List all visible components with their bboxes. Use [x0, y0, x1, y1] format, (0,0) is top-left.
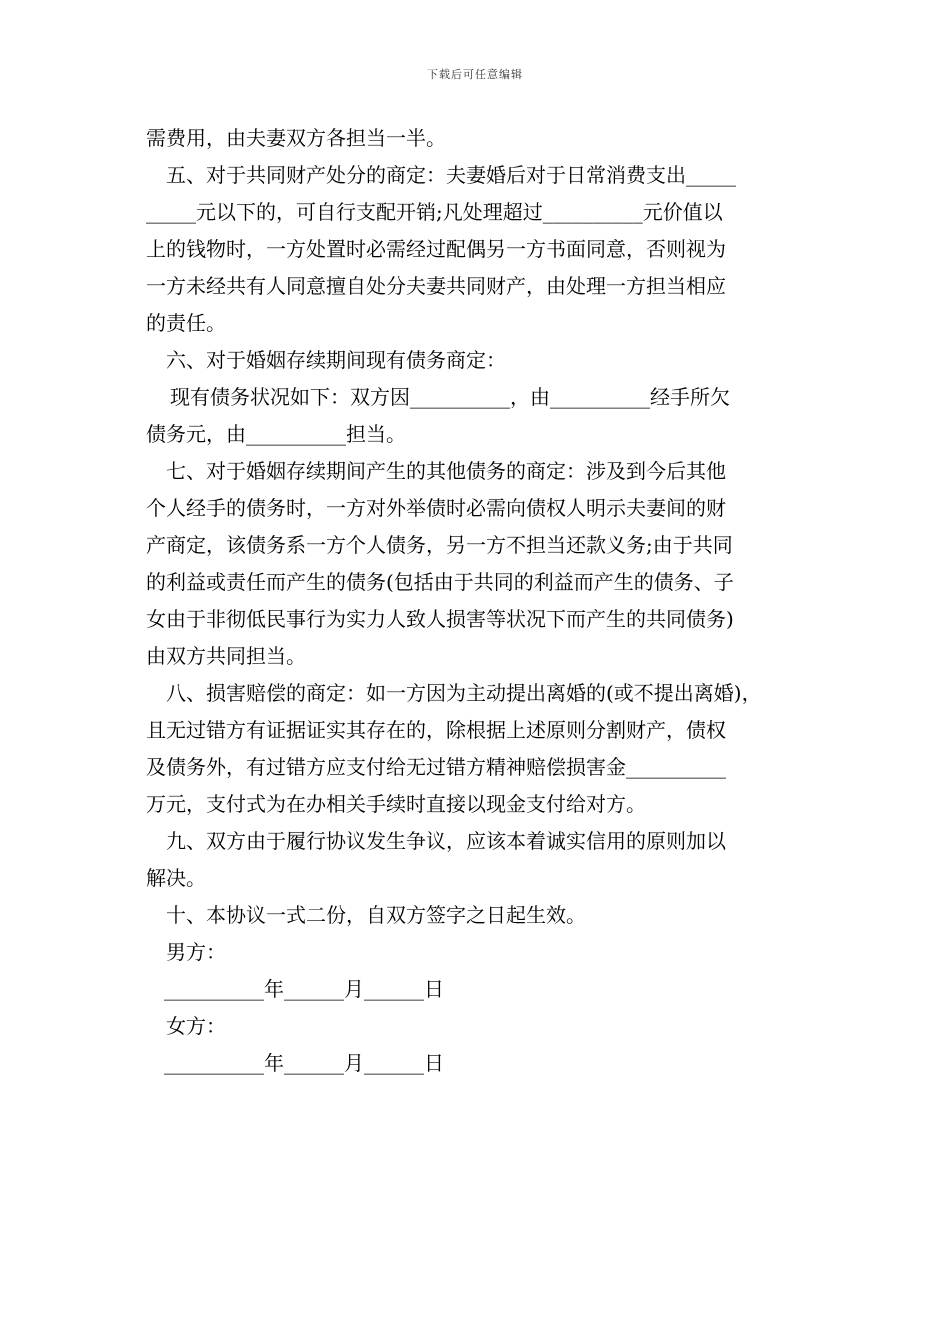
text-line: 个人经手的债务时，一方对外举债时必需向债权人明示夫妻间的财	[146, 496, 726, 520]
page-header: 下载后可任意编辑	[427, 68, 523, 81]
text-line: 需费用，由夫妻双方各担当一半。	[146, 126, 446, 150]
text-line: 且无过错方有证据证实其存在的，除根据上述原则分割财产，债权	[146, 718, 726, 742]
text-line: 由双方共同担当。	[146, 644, 306, 668]
wife-date-line: __________年______月______日	[164, 1051, 444, 1075]
text-line: 上的钱物时，一方处置时必需经过配偶另一方书面同意，否则视为	[146, 237, 726, 261]
clause-5: 五、对于共同财产处分的商定：夫妻婚后对于日常消费支出_____	[166, 163, 736, 187]
clause-7: 七、对于婚姻存续期间产生的其他债务的商定：涉及到今后其他	[166, 459, 726, 483]
text-line: 债务元，由__________担当。	[146, 422, 406, 446]
document-body	[146, 120, 808, 1082]
clause-8: 八、损害赔偿的商定：如一方因为主动提出离婚的(或不提出离婚)，	[166, 681, 762, 705]
text-line: 一方未经共有人同意擅自处分夫妻共同财产，由处理一方担当相应	[146, 274, 726, 298]
text-line: 产商定，该债务系一方个人债务，另一方不担当还款义务;由于共同	[146, 533, 733, 557]
text-line: 的责任。	[146, 311, 226, 335]
wife-label: 女方：	[166, 1014, 226, 1038]
text-line: _____元以下的，可自行支配开销;凡处理超过__________元价值以	[146, 200, 723, 224]
text-line: 的利益或责任而产生的债务(包括由于共同的利益而产生的债务、子	[146, 570, 734, 594]
text-line: 及债务外，有过错方应支付给无过错方精神赔偿损害金__________	[146, 755, 726, 779]
clause-10: 十、本协议一式二份，自双方签字之日起生效。	[166, 903, 586, 927]
text-line: 现有债务状况如下：双方因__________，由__________经手所欠	[170, 385, 730, 409]
text-line: 解决。	[146, 866, 206, 890]
clause-6: 六、对于婚姻存续期间现有债务商定：	[166, 348, 506, 372]
husband-date-line: __________年______月______日	[164, 977, 444, 1001]
text-line: 女由于非彻低民事行为实力人致人损害等状况下而产生的共同债务)	[146, 607, 734, 631]
husband-label: 男方：	[166, 940, 226, 964]
clause-9: 九、双方由于履行协议发生争议，应该本着诚实信用的原则加以	[166, 829, 726, 853]
text-line: 万元，支付式为在办相关手续时直接以现金支付给对方。	[146, 792, 646, 816]
